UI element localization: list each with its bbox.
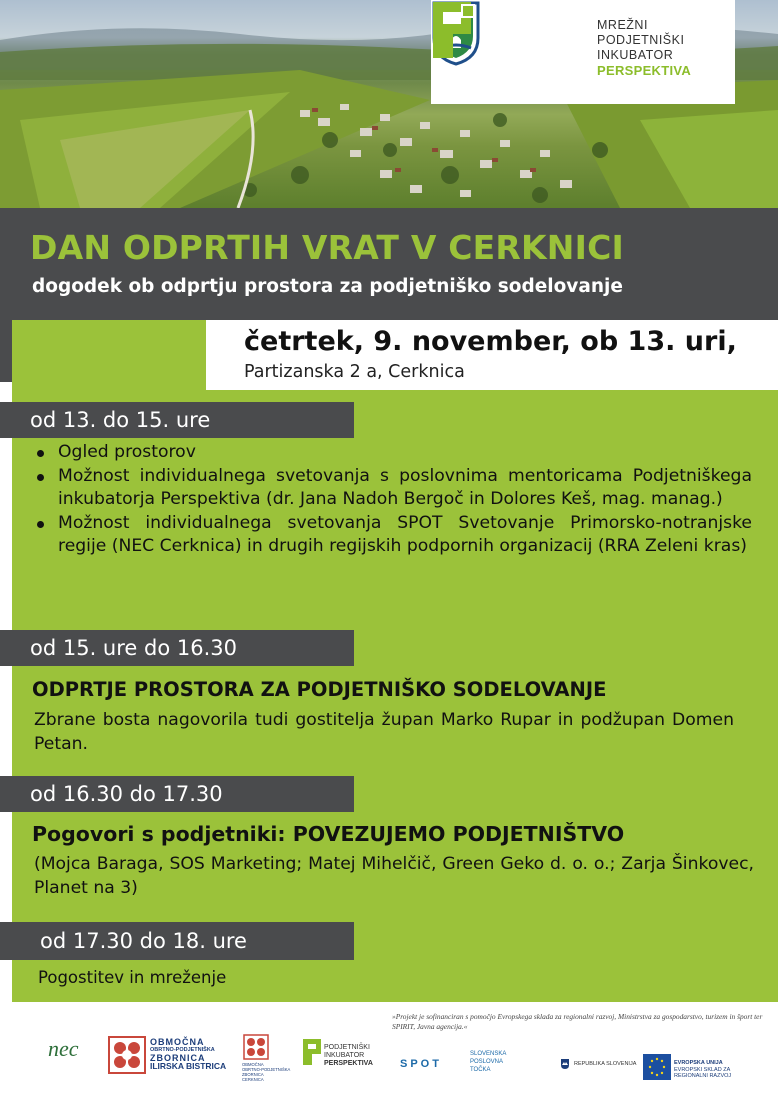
section-text-opening: Zbrane bosta nagovorila tudi gostitelja župan Marko Rupar in podžupan Domen Petan. [34,710,734,754]
section-text-talks: (Mojca Baraga, SOS Marketing; Matej Mihelčič, Green Geko d. o. o.; Zarja Šinkovec, Planet na 3) [34,854,754,898]
spot-line2: POSLOVNA [470,1059,504,1065]
spot-logo-text [470,1050,506,1074]
time-bar-4: od 17.30 do 18. ure [0,922,354,960]
republika-slovenija-text: REPUBLIKA SLOVENIJA [574,1061,637,1067]
incubator-logo-mark-icon [431,0,477,60]
nec-logo: nec [48,1036,79,1061]
ooz-cerknica-emblem-icon [243,1034,269,1060]
ooz1-line3: ZBORNICA [150,1053,206,1063]
left-accent-strip [0,320,12,382]
ooz2-line1: OBMOČNA [242,1062,264,1067]
hero-photo-landscape [0,0,778,208]
ooz-ilirska-bistrica-emblem-icon [108,1036,146,1074]
time-bar-2: od 15. ure do 16.30 [0,630,354,666]
incubator-logo-line4: PERSPEKTIVA [597,63,692,78]
ooz1-line1: OBMOČNA [150,1037,205,1047]
logo-panel [431,0,735,104]
funding-note: »Projekt je sofinanciran s pomočjo Evropskega sklada za regionalni razvoj, Ministrstva za gospodarstvo, turizem in šport ter SPIRIT, Javna agencija.« [392,1012,763,1031]
section-heading-opening: ODPRTJE PROSTORA ZA PODJETNIŠKO SODELOVANJE [32,678,607,701]
eu-flag-icon [643,1050,671,1080]
pi-line3: PERSPEKTIVA [324,1060,373,1067]
eu-line2: EVROPSKI SKLAD ZA [674,1066,731,1073]
incubator-footer-mark-icon [302,1038,324,1066]
pi-line1: PODJETNIŠKI [324,1044,370,1051]
event-date: četrtek, 9. november, ob 13. uri, [244,326,737,357]
incubator-footer-text [324,1044,373,1068]
ooz-ilirska-bistrica-text [150,1038,226,1070]
event-title: DAN ODPRTIH VRAT V CERKNICI [30,228,624,267]
incubator-logo-line2: PODJETNIŠKI [597,33,685,47]
section-text-reception: Pogostitev in mreženje [38,968,227,987]
incubator-logo-line3: INKUBATOR [597,48,674,62]
ooz-cerknica-text [242,1062,290,1082]
list-item: Ogled prostorov [36,441,752,465]
pi-line2: INKUBATOR [324,1052,365,1059]
incubator-logo-text [597,18,691,78]
list-item: Možnost individualnega svetovanja s poslovnima mentoricama Podjetniškega inkubatorja Perspektiva (dr. Jana Nadoh Bergoč in Dolores Keš, mag. manag.) [36,465,752,512]
ooz2-line4: CERKNICA [242,1077,264,1082]
time-bar-3: od 16.30 do 17.30 [0,776,354,812]
ooz2-line2: OBRTNO-PODJETNIŠKA [242,1067,291,1072]
ooz2-line3: ZBORNICA [242,1072,264,1077]
eu-line3: REGIONALNI RAZVOJ [674,1073,732,1079]
bullet-list [36,441,752,559]
eu-text [674,1060,731,1080]
slovenia-crest-icon [560,1058,570,1070]
event-subtitle: dogodek ob odprtju prostora za podjetniško sodelovanje [32,276,623,297]
eu-line1: EVROPSKA UNIJA [674,1060,723,1066]
list-item: Možnost individualnega svetovanja SPOT Svetovanje Primorsko-notranjske regije (NEC Cerknica) in drugih regijskih podpornih organizacij (RRA Zeleni kras) [36,512,752,559]
ooz1-line4: ILIRSKA BISTRICA [150,1061,227,1071]
time-bar-1: od 13. do 15. ure [0,402,354,438]
section-heading-talks: Pogovori s podjetniki: POVEZUJEMO PODJETNIŠTVO [32,822,625,846]
event-address: Partizanska 2 a, Cerknica [244,362,465,382]
ooz1-line2: OBRTNO-PODJETNIŠKA [150,1047,215,1053]
spot-line1: SLOVENSKA [470,1051,507,1057]
spot-logo: SPOT [400,1058,442,1070]
spot-line3: TOČKA [470,1067,491,1073]
incubator-logo-line1: MREŽNI [597,18,648,32]
